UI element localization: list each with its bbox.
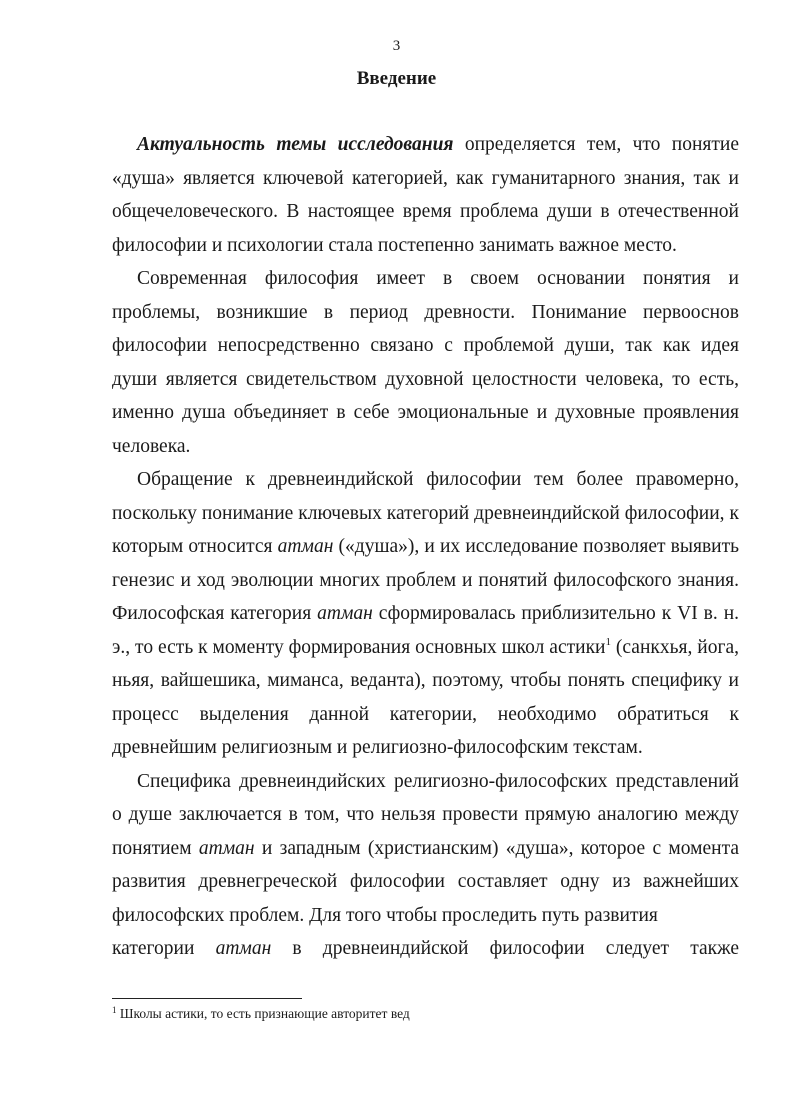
term-atman: атман — [215, 938, 272, 959]
paragraph-4 — [112, 765, 739, 966]
footnote-text: Школы астики, то есть признающие авторитет вед — [116, 1006, 410, 1021]
paragraph-4-last-a: категории — [112, 938, 216, 959]
paragraph-3-text-b: («душа»), и их исследование позволяет выявить генезис и ход эволюции многих проблем и понятий философского знания. Философская категория — [112, 536, 740, 624]
paragraph-3-text-a: Обращение к древнеиндийской философии тем более правомерно, поскольку понимание ключевых категорий древнеиндийской философии, к которым относится — [112, 469, 739, 557]
emphasized-lead: Актуальность темы исследования — [137, 134, 454, 155]
footnote-reference: 1 — [605, 635, 611, 648]
paragraph-4-text-a: Специфика древнеиндийских религиозно-философских представлений о душе заключается в том, что нельзя провести прямую аналогию между понятием — [112, 770, 739, 859]
term-atman: атман — [198, 837, 255, 859]
paragraph-1 — [112, 128, 739, 262]
footnote-separator — [112, 998, 302, 999]
paragraph-1-text: определяется тем, что понятие «душа» является ключевой категорией, как гуманитарного знания, так и общечеловеческого. В настоящее время проблема души в отечественной философии и психологии стала постепенно занимать важное место. — [112, 134, 739, 256]
paragraph-4-last-line — [112, 932, 739, 966]
paragraph-2-text: Современная философия имеет в своем основании понятия и проблемы, возникшие в период древности. Понимание первооснов философии непосредственно связано с проблемой души, так как идея души является свидетельством духовной целостности человека, то есть, именно душа объединяет в себе эмоциональные и духовные проявления человека. — [112, 268, 739, 457]
paragraph-3-text-d: (санкхья, йога, ньяя, вайшешика, миманса, веданта), поэтому, чтобы понять специфику и процесс выделения данной категории, необходимо обратиться к древнейшим религиозным и религиозно-философским текстам. — [112, 636, 740, 758]
paragraph-4-text-b: и западным (христианским) «душа», которое с момента развития древнегреческой философии составляет одну из важнейших философских проблем. Для того чтобы проследить путь развития — [112, 837, 739, 926]
paragraph-3-text-c: сформировалась приблизительно к VI в. н. э., то есть к моменту формирования основных школ астики — [112, 603, 739, 658]
paragraph-4-last-b: в древнеиндийской философии следует также — [271, 938, 740, 959]
footnote — [112, 1006, 410, 1022]
term-atman: атман — [277, 536, 334, 557]
section-title: Введение — [356, 68, 437, 89]
page-number: 3 — [392, 38, 401, 54]
term-atman: атман — [317, 603, 373, 624]
paragraph-3 — [112, 463, 739, 765]
body-text — [112, 128, 739, 966]
paragraph-2 — [112, 262, 739, 463]
footnote-marker: 1 — [112, 1005, 117, 1015]
